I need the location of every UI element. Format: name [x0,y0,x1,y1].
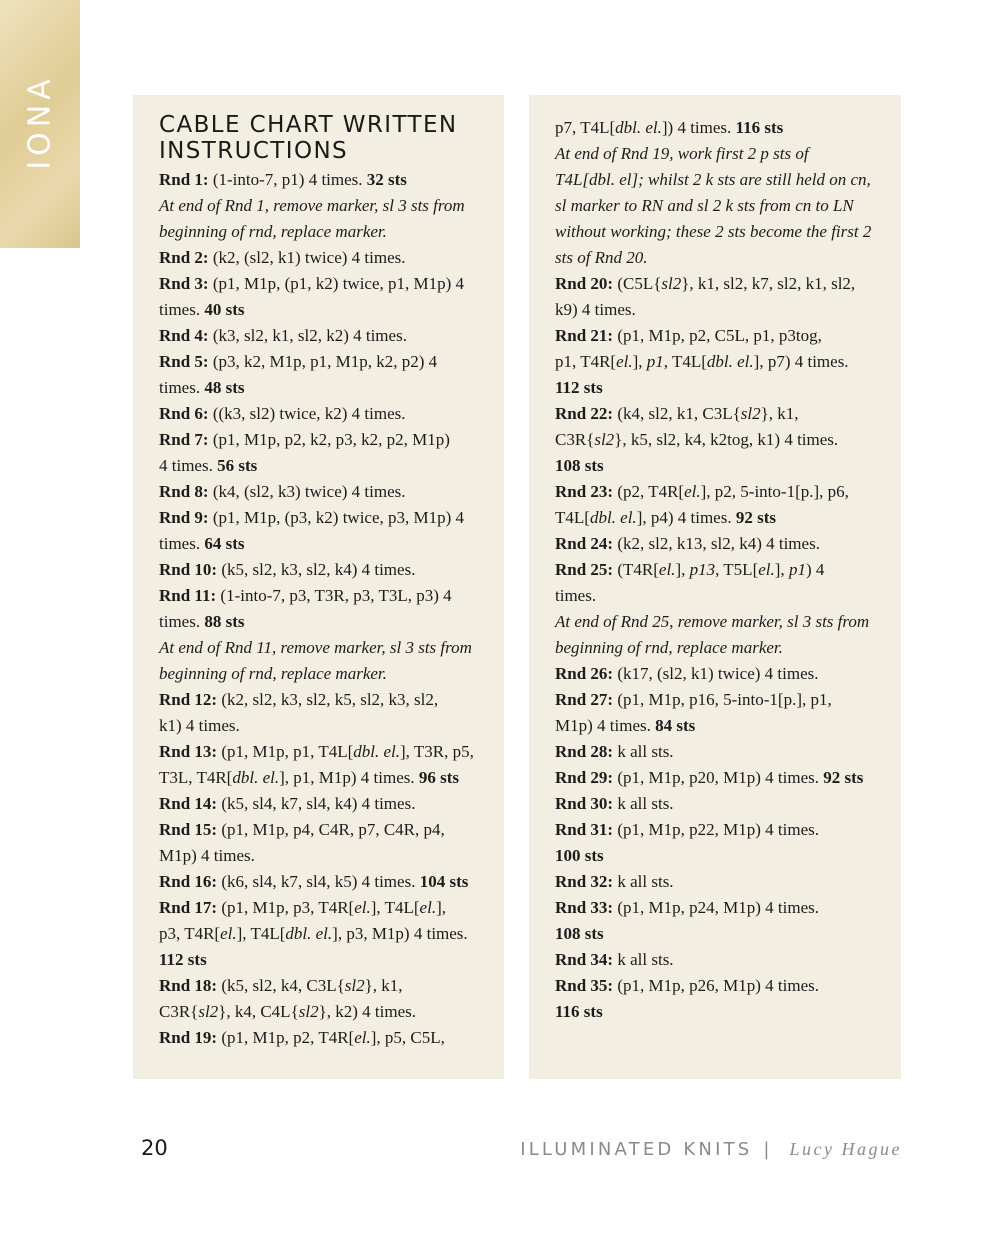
plain-text: times. [159,300,205,319]
instruction-line [159,427,490,453]
bold-text: 84 sts [655,716,696,735]
italic-text: p1 [788,560,806,579]
bold-text: Rnd 14: [159,794,218,813]
italic-text: sl2 [740,404,761,423]
plain-text: (k17, (sl2, k1) twice) 4 times. [613,664,819,683]
bold-text: Rnd 19: [159,1028,218,1047]
plain-text: (p1, M1p, p22, M1p) 4 times. [613,820,819,839]
plain-text: k1) 4 times. [159,716,240,735]
instruction-line [555,557,891,583]
instruction-line [555,765,891,791]
bold-text: Rnd 29: [555,768,614,787]
plain-text: ) 4 [805,560,825,579]
bold-text: Rnd 5: [159,352,209,371]
plain-text: times. [159,534,205,553]
instruction-line [159,999,490,1025]
italic-text: dbl. el. [706,352,754,371]
instruction-line [555,635,891,661]
bold-text: Rnd 6: [159,404,209,423]
instruction-line [555,401,891,427]
plain-text: }, k1, [760,404,799,423]
instruction-line [159,869,490,895]
bold-text: 88 sts [204,612,245,631]
plain-text: k all sts. [613,950,674,969]
instructions-panel-left [133,95,504,1079]
instruction-line [555,817,891,843]
italic-text: beginning of rnd, replace marker. [159,222,387,241]
instruction-line [159,1025,490,1051]
bold-text: Rnd 2: [159,248,209,267]
bold-text: Rnd 23: [555,482,614,501]
italic-text: el. [419,898,437,917]
italic-text: At end of Rnd 11, remove marker, sl 3 sts from [159,638,472,657]
italic-text: sl marker to RN and sl 2 k sts from cn to LN [555,196,854,215]
plain-text: (p1, M1p, p16, 5-into-1[p.], p1, [613,690,832,709]
plain-text: T3L, T4R[ [159,768,233,787]
italic-text: dbl. el. [589,508,637,527]
plain-text: times. [159,612,205,631]
instruction-line [159,687,490,713]
heading-line: INSTRUCTIONS [159,138,349,164]
plain-text: (p1, M1p, (p1, k2) twice, p1, M1p) 4 [208,274,465,293]
plain-text: ], p1, M1p) 4 times. [279,768,419,787]
instruction-line [555,375,891,401]
italic-text: el. [684,482,701,501]
instruction-line [159,895,490,921]
plain-text: ], [675,560,690,579]
plain-text: }, k5, sl2, k4, k2tog, k1) 4 times. [614,430,839,449]
plain-text: (k4, (sl2, k3) twice) 4 times. [208,482,406,501]
instruction-line [159,167,490,193]
plain-text: M1p) 4 times. [555,716,656,735]
plain-text: ], p5, C5L, [370,1028,445,1047]
instruction-line [159,557,490,583]
plain-text: (k5, sl4, k7, sl4, k4) 4 times. [217,794,416,813]
bold-text: Rnd 27: [555,690,614,709]
plain-text: (p3, k2, M1p, p1, M1p, k2, p2) 4 [208,352,438,371]
bold-text: Rnd 34: [555,950,614,969]
instruction-line [159,531,490,557]
instruction-line [555,219,891,245]
instruction-line [159,323,490,349]
instruction-line [555,895,891,921]
plain-text: (p1, M1p, p3, T4R[ [217,898,355,917]
bold-text: Rnd 28: [555,742,614,761]
instruction-line [555,479,891,505]
plain-text: , T5L[ [715,560,759,579]
plain-text: (k2, (sl2, k1) twice) 4 times. [208,248,406,267]
instruction-line [555,843,891,869]
bold-text: 40 sts [204,300,245,319]
plain-text: (p1, M1p, p24, M1p) 4 times. [613,898,819,917]
plain-text: ], p2, 5-into-1[p.], p6, [700,482,849,501]
instruction-line [555,427,891,453]
italic-text: p1 [646,352,664,371]
bold-text: Rnd 12: [159,690,218,709]
plain-text: ], [774,560,789,579]
instruction-line [555,271,891,297]
bold-text: Rnd 32: [555,872,614,891]
bold-text: Rnd 35: [555,976,614,995]
italic-text: beginning of rnd, replace marker. [159,664,387,683]
author-name: Lucy Hague [789,1139,902,1159]
instruction-line [555,713,891,739]
plain-text: (C5L{ [613,274,662,293]
italic-text: p13 [689,560,716,579]
plain-text: times. [555,586,597,605]
plain-text: k all sts. [613,794,674,813]
bold-text: Rnd 7: [159,430,209,449]
instruction-line [159,375,490,401]
instruction-line [555,739,891,765]
instruction-line [159,349,490,375]
italic-text: el. [758,560,775,579]
bold-text: Rnd 13: [159,742,218,761]
italic-text: dbl. el. [285,924,333,943]
instruction-lines-right [555,115,891,1025]
page-number: 20 [141,1136,168,1160]
plain-text: (k3, sl2, k1, sl2, k2) 4 times. [208,326,407,345]
plain-text: (T4R[ [613,560,659,579]
plain-text: (1-into-7, p1) 4 times. [208,170,367,189]
italic-text: dbl. el. [353,742,401,761]
bold-text: 112 sts [159,950,207,969]
running-footer [520,1139,902,1160]
bold-text: 92 sts [735,508,776,527]
instruction-line [555,583,891,609]
plain-text: C3R{ [159,1002,199,1021]
bold-text: 108 sts [555,456,604,475]
bold-text: 116 sts [735,118,784,137]
bold-text: Rnd 15: [159,820,218,839]
instruction-line [159,739,490,765]
instruction-line [159,271,490,297]
plain-text: M1p) 4 times. [159,846,255,865]
instruction-line [555,999,891,1025]
plain-text: (p1, M1p, p1, T4L[ [217,742,354,761]
plain-text: ], p7) 4 times. [753,352,849,371]
bold-text: Rnd 22: [555,404,614,423]
instruction-line [159,843,490,869]
instruction-line [159,973,490,999]
italic-text: el. [616,352,633,371]
bold-text: Rnd 1: [159,170,209,189]
instruction-line [555,973,891,999]
bold-text: Rnd 3: [159,274,209,293]
plain-text: ], T3R, p5, [400,742,474,761]
section-heading [159,112,490,164]
bold-text: Rnd 8: [159,482,209,501]
bold-text: Rnd 18: [159,976,218,995]
instruction-line [555,453,891,479]
instruction-line [159,245,490,271]
italic-text: sl2 [661,274,682,293]
plain-text: (k6, sl4, k7, sl4, k5) 4 times. [217,872,420,891]
plain-text: p1, T4R[ [555,352,617,371]
bold-text: Rnd 25: [555,560,614,579]
italic-text: At end of Rnd 19, work first 2 p sts of [555,144,809,163]
plain-text: (1-into-7, p3, T3R, p3, T3L, p3) 4 [216,586,452,605]
plain-text: (p1, M1p, (p3, k2) twice, p3, M1p) 4 [208,508,465,527]
instruction-line [555,531,891,557]
instruction-line [159,219,490,245]
bold-text: Rnd 20: [555,274,614,293]
instruction-line [159,453,490,479]
instruction-line [159,193,490,219]
italic-text: without working; these 2 sts become the first 2 [555,222,872,241]
plain-text: p3, T4R[ [159,924,221,943]
italic-text: sts of Rnd 20. [555,248,648,267]
plain-text: (p1, M1p, p2, C5L, p1, p3tog, [613,326,822,345]
plain-text: ], p3, M1p) 4 times. [332,924,468,943]
plain-text: (k4, sl2, k1, C3L{ [613,404,741,423]
plain-text: C3R{ [555,430,595,449]
italic-text: T4L[dbl. el]; whilst 2 k sts are still held on cn, [555,170,871,189]
bold-text: 48 sts [204,378,245,397]
bold-text: Rnd 11: [159,586,217,605]
plain-text: ]) 4 times. [661,118,736,137]
bold-text: 64 sts [204,534,245,553]
instruction-line [555,661,891,687]
book-title: ILLUMINATED KNITS [520,1139,753,1160]
instruction-line [159,505,490,531]
section-tab-label: IONA [22,74,58,170]
instruction-line [555,323,891,349]
italic-text: el. [354,898,371,917]
plain-text: k9) 4 times. [555,300,636,319]
plain-text: (p1, M1p, p26, M1p) 4 times. [613,976,819,995]
plain-text: (k5, sl2, k4, C3L{ [217,976,345,995]
instruction-line [555,609,891,635]
section-side-tab [0,0,80,248]
instruction-line [159,791,490,817]
plain-text: }, k4, C4L{ [218,1002,299,1021]
plain-text: k all sts. [613,872,674,891]
instruction-line [555,245,891,271]
bold-text: 116 sts [555,1002,603,1021]
italic-text: sl2 [344,976,365,995]
plain-text: times. [159,378,205,397]
italic-text: sl2 [594,430,615,449]
italic-text: At end of Rnd 25, remove marker, sl 3 sts from [555,612,870,631]
instruction-line [555,921,891,947]
instruction-lines-left [159,167,490,1051]
instruction-line [159,479,490,505]
instruction-line [159,921,490,947]
plain-text: k all sts. [613,742,674,761]
italic-text: sl2 [298,1002,319,1021]
plain-text: p7, T4L[ [555,118,616,137]
italic-text: el. [220,924,237,943]
plain-text: }, k1, sl2, k7, sl2, k1, sl2, [681,274,856,293]
plain-text: ], p4) 4 times. [636,508,736,527]
plain-text: (p2, T4R[ [613,482,685,501]
bold-text: 92 sts [823,768,864,787]
plain-text: ], T4L[ [236,924,286,943]
plain-text: ], [436,898,446,917]
instruction-line [555,687,891,713]
bold-text: 112 sts [555,378,603,397]
instruction-line [159,661,490,687]
bold-text: Rnd 4: [159,326,209,345]
instruction-line [555,115,891,141]
plain-text: ], T4L[ [370,898,420,917]
instruction-line [159,947,490,973]
plain-text: ((k3, sl2) twice, k2) 4 times. [208,404,406,423]
italic-text: At end of Rnd 1, remove marker, sl 3 sts from [159,196,465,215]
italic-text: el. [354,1028,371,1047]
bold-text: Rnd 10: [159,560,218,579]
instruction-line [159,635,490,661]
heading-line: CABLE CHART WRITTEN [159,112,458,138]
plain-text: (k5, sl2, k3, sl2, k4) 4 times. [217,560,416,579]
instruction-line [159,297,490,323]
instruction-line [159,817,490,843]
bold-text: 104 sts [419,872,469,891]
footer-separator: | [763,1139,773,1160]
plain-text: }, k2) 4 times. [318,1002,416,1021]
bold-text: 32 sts [366,170,407,189]
bold-text: Rnd 24: [555,534,614,553]
bold-text: 108 sts [555,924,604,943]
plain-text: (k2, sl2, k13, sl2, k4) 4 times. [613,534,820,553]
instructions-panel-right [529,95,901,1079]
plain-text: (p1, M1p, p2, T4R[ [217,1028,355,1047]
bold-text: 96 sts [418,768,460,787]
italic-text: beginning of rnd, replace marker. [555,638,783,657]
bold-text: 56 sts [217,456,258,475]
italic-text: sl2 [198,1002,219,1021]
instruction-line [159,583,490,609]
plain-text: , T4L[ [663,352,707,371]
plain-text: }, k1, [364,976,403,995]
instruction-line [555,193,891,219]
bold-text: Rnd 26: [555,664,614,683]
instruction-line [555,505,891,531]
italic-text: el. [658,560,676,579]
instruction-line [555,791,891,817]
plain-text: 4 times. [159,456,218,475]
bold-text: 100 sts [555,846,604,865]
bold-text: Rnd 33: [555,898,614,917]
instruction-line [159,713,490,739]
italic-text: dbl. el. [232,768,280,787]
instruction-line [555,947,891,973]
plain-text: ], [632,352,647,371]
bold-text: Rnd 16: [159,872,218,891]
instruction-line [555,349,891,375]
plain-text: (p1, M1p, p20, M1p) 4 times. [613,768,824,787]
bold-text: Rnd 9: [159,508,209,527]
bold-text: Rnd 30: [555,794,614,813]
instruction-line [159,609,490,635]
bold-text: Rnd 31: [555,820,614,839]
instruction-line [555,869,891,895]
plain-text: (p1, M1p, p4, C4R, p7, C4R, p4, [217,820,445,839]
instruction-line [555,167,891,193]
plain-text: (p1, M1p, p2, k2, p3, k2, p2, M1p) [208,430,450,449]
instruction-line [555,297,891,323]
instruction-line [159,765,490,791]
instruction-line [555,141,891,167]
instruction-line [159,401,490,427]
bold-text: Rnd 21: [555,326,614,345]
bold-text: Rnd 17: [159,898,218,917]
italic-text: dbl. el. [615,118,662,137]
plain-text: (k2, sl2, k3, sl2, k5, sl2, k3, sl2, [217,690,439,709]
plain-text: T4L[ [555,508,590,527]
